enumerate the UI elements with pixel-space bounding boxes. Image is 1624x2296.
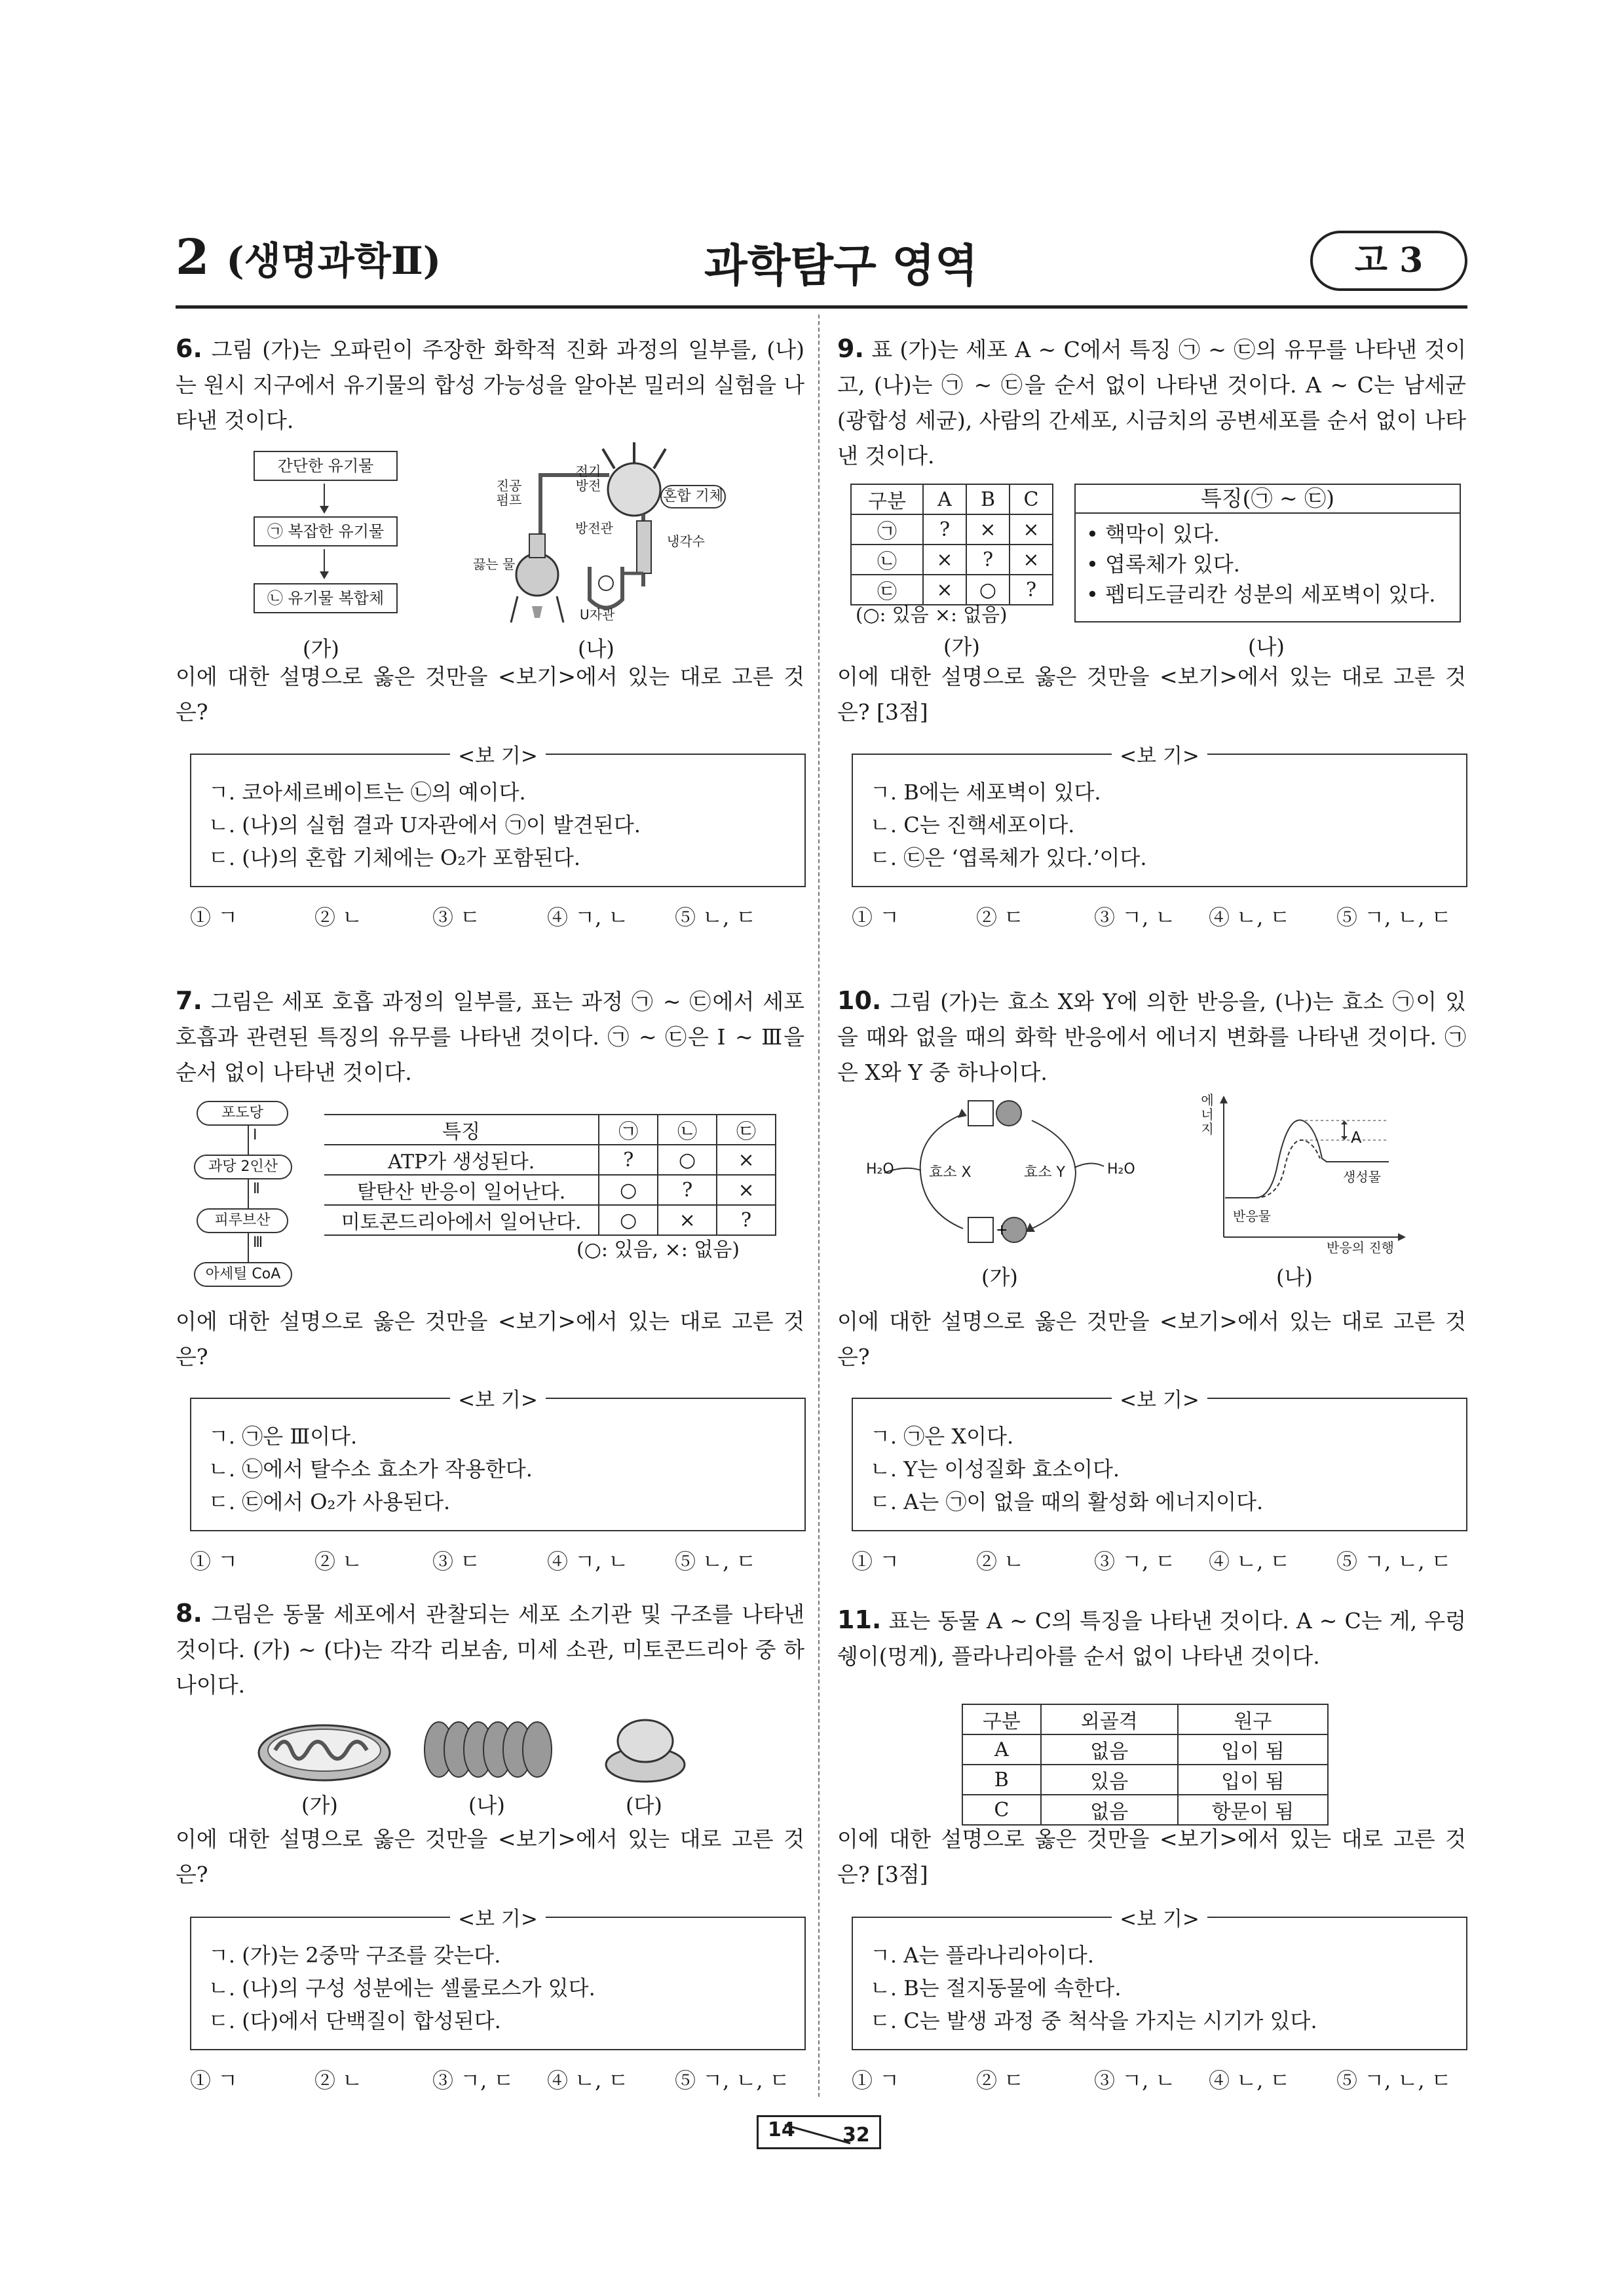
bogi-title: <보 기> bbox=[1112, 1907, 1207, 1931]
label-h2o-left: H₂O bbox=[866, 1161, 894, 1177]
question-9-bogi bbox=[852, 744, 1467, 887]
table-cell: ○ bbox=[599, 1175, 658, 1205]
table-cell: 없음 bbox=[1041, 1795, 1178, 1825]
graph-xlabel: 반응의 진행 bbox=[1327, 1240, 1394, 1255]
question-8-text bbox=[176, 1596, 804, 1703]
table-cell: 항문이 됨 bbox=[1178, 1795, 1328, 1825]
question-8-caption-c: (다) bbox=[626, 1793, 662, 1818]
bogi-item: ㄱ. A는 플라나리아이다. bbox=[870, 1943, 1095, 1968]
question-8-prompt: 이에 대한 설명으로 옳은 것만을 <보기>에서 있는 대로 고른 것은? bbox=[176, 1826, 804, 1887]
header-page-number: 2 bbox=[176, 229, 210, 286]
answer-choice[interactable]: ⑤ ㄴ, ㄷ bbox=[675, 905, 757, 930]
answer-choice[interactable]: ⑤ ㄴ, ㄷ bbox=[675, 1549, 757, 1574]
question-7 bbox=[176, 983, 804, 1090]
bogi-border-right bbox=[546, 754, 804, 755]
question-8 bbox=[176, 1596, 804, 1703]
table-row bbox=[324, 1205, 776, 1235]
feature-item: • 엽록체가 있다. bbox=[1086, 552, 1240, 577]
table-header-cell: B bbox=[966, 484, 1010, 514]
label-enzyme-x: 효소 X bbox=[929, 1164, 972, 1181]
graph-label-a: A bbox=[1351, 1128, 1362, 1147]
label-h2o-right: H₂O bbox=[1107, 1161, 1135, 1177]
microtubule-image bbox=[419, 1717, 563, 1782]
table-cell: 미토콘드리아에서 일어난다. bbox=[324, 1205, 599, 1235]
question-7-choices bbox=[190, 1545, 819, 1574]
pathway-glucose: 포도당 bbox=[197, 1101, 288, 1126]
bogi-item: ㄴ. Y는 이성질화 효소이다. bbox=[870, 1457, 1120, 1482]
bogi-border-left bbox=[853, 754, 1112, 755]
question-6-prompt: 이에 대한 설명으로 옳은 것만을 <보기>에서 있는 대로 고른 것은? bbox=[176, 664, 804, 725]
table-cell: × bbox=[1010, 545, 1053, 575]
table-cell: 입이 됨 bbox=[1178, 1765, 1328, 1795]
table-cell: C bbox=[962, 1795, 1041, 1825]
bogi-item: ㄷ. ㉢은 ‘엽록체가 있다.’이다. bbox=[870, 845, 1147, 870]
question-8-stem: 그림은 동물 세포에서 관찰되는 세포 소기관 및 구조를 나타낸 것이다. (가) ~ (다)는 각각 리보솜, 미세 소관, 미토콘드리아 중 하나이다. bbox=[176, 1601, 804, 1698]
pathway-arrow-2 bbox=[248, 1179, 249, 1208]
answer-choice[interactable]: ① ㄱ bbox=[852, 1549, 900, 1574]
bogi-border-right bbox=[1207, 1398, 1466, 1399]
label-enzyme-y: 효소 Y bbox=[1024, 1164, 1065, 1181]
answer-choice[interactable]: ③ ㄷ bbox=[432, 905, 481, 930]
question-6-bogi bbox=[190, 744, 806, 887]
answer-choice[interactable]: ③ ㄱ, ㄷ bbox=[432, 2068, 514, 2093]
bogi-border-right bbox=[546, 1917, 804, 1918]
page-number-box bbox=[757, 2115, 881, 2149]
question-10-caption-b: (나) bbox=[1276, 1265, 1313, 1290]
page-title: 과학탐구 영역 bbox=[704, 240, 978, 292]
pathway-pyruvate: 피루브산 bbox=[197, 1208, 288, 1233]
table-cell: × bbox=[923, 575, 966, 605]
question-10-text bbox=[837, 983, 1466, 1090]
table-cell: ? bbox=[1010, 575, 1053, 605]
table-cell: ㉡ bbox=[851, 545, 923, 575]
question-11-bogi bbox=[852, 1907, 1467, 2050]
answer-choice[interactable]: ③ ㄱ, ㄴ bbox=[1094, 2068, 1176, 2093]
page-header-subject bbox=[176, 229, 441, 286]
table-header-cell: ㉠ bbox=[599, 1115, 658, 1145]
bogi-item: ㄴ. (나)의 실험 결과 U자관에서 ㉠이 발견된다. bbox=[208, 813, 641, 837]
question-11-number: 11. bbox=[837, 1605, 882, 1634]
flow-box-simple-organic: 간단한 유기물 bbox=[254, 451, 398, 481]
question-9-text bbox=[837, 331, 1466, 474]
question-10-number: 10. bbox=[837, 986, 882, 1015]
grade-badge: 고 3 bbox=[1310, 231, 1467, 291]
table-cell: × bbox=[1010, 514, 1053, 545]
bogi-border-left bbox=[191, 1917, 450, 1918]
bogi-item: ㄴ. C는 진핵세포이다. bbox=[870, 813, 1075, 837]
question-9-number: 9. bbox=[837, 334, 864, 363]
answer-choice[interactable]: ② ㄴ bbox=[976, 1549, 1025, 1574]
answer-choice[interactable]: ④ ㄴ, ㄷ bbox=[547, 2068, 629, 2093]
answer-choice[interactable]: ④ ㄱ, ㄴ bbox=[547, 905, 629, 930]
question-9-features-box bbox=[1074, 484, 1461, 622]
answer-choice[interactable]: ① ㄱ bbox=[852, 905, 900, 930]
table-cell: ㉠ bbox=[851, 514, 923, 545]
table-header-cell: 외골격 bbox=[1041, 1704, 1178, 1734]
pathway-acetyl-coa: 아세틸 CoA bbox=[194, 1262, 292, 1287]
question-8-caption-b: (나) bbox=[468, 1793, 505, 1818]
table-cell: ATP가 생성된다. bbox=[324, 1145, 599, 1175]
page-total: 32 bbox=[842, 2124, 870, 2147]
question-11-table bbox=[962, 1704, 1329, 1826]
question-11-prompt: 이에 대한 설명으로 옳은 것만을 <보기>에서 있는 대로 고른 것은? [3점] bbox=[837, 1826, 1466, 1887]
flow-arrow-2 bbox=[314, 548, 334, 581]
bogi-border-right bbox=[1207, 754, 1466, 755]
bogi-item: ㄷ. (나)의 혼합 기체에는 O₂가 포함된다. bbox=[208, 845, 581, 870]
question-7-number: 7. bbox=[176, 986, 202, 1015]
bogi-border-right bbox=[1207, 1917, 1466, 1918]
question-7-stem: 그림은 세포 호흡 과정의 일부를, 표는 과정 ㉠ ~ ㉢에서 세포 호흡과 관련된 특징의 유무를 나타낸 것이다. ㉠ ~ ㉢은 Ⅰ ~ Ⅲ을 순서 없이 나타낸 것이다. bbox=[176, 989, 804, 1085]
answer-choice[interactable]: ① ㄱ bbox=[190, 905, 238, 930]
ribosome-image bbox=[599, 1713, 691, 1786]
pathway-step-3: Ⅲ bbox=[253, 1234, 263, 1251]
question-8-choices bbox=[190, 2064, 819, 2093]
bogi-title: <보 기> bbox=[450, 1907, 546, 1931]
table-cell: ? bbox=[966, 545, 1010, 575]
question-11 bbox=[837, 1602, 1466, 1674]
bogi-title: <보 기> bbox=[450, 744, 546, 768]
question-9 bbox=[837, 331, 1466, 474]
bogi-title: <보 기> bbox=[450, 1388, 546, 1412]
answer-choice[interactable]: ① ㄱ bbox=[852, 2068, 900, 2093]
question-7-legend: (○: 있음, ×: 없음) bbox=[576, 1238, 740, 1261]
label-boiling-water: 끓는 물 bbox=[473, 556, 516, 572]
answer-choice[interactable]: ② ㄴ bbox=[314, 1549, 363, 1574]
table-cell: 입이 됨 bbox=[1178, 1734, 1328, 1765]
question-7-table bbox=[324, 1114, 776, 1236]
question-10-caption-a: (가) bbox=[981, 1265, 1018, 1290]
question-7-bogi bbox=[190, 1388, 806, 1531]
question-9-caption-a: (가) bbox=[943, 634, 980, 659]
answer-choice[interactable]: ① ㄱ bbox=[190, 1549, 238, 1574]
question-10 bbox=[837, 983, 1466, 1090]
table-header-cell: 구분 bbox=[962, 1704, 1041, 1734]
flow-box-organic-complex: ㉡ 유기물 복합체 bbox=[254, 583, 398, 613]
table-cell: 있음 bbox=[1041, 1765, 1178, 1795]
flow-box-complex-organic: ㉠ 복잡한 유기물 bbox=[254, 516, 398, 546]
table-row bbox=[962, 1795, 1328, 1825]
label-vacuum-pump: 진공 펌프 bbox=[496, 478, 522, 508]
table-header-cell: C bbox=[1010, 484, 1053, 514]
svg-text:+: + bbox=[996, 1222, 1008, 1238]
question-9-table bbox=[850, 484, 1053, 605]
question-6-caption-b: (나) bbox=[578, 636, 614, 661]
flow-arrow-1 bbox=[314, 482, 334, 515]
table-cell: 없음 bbox=[1041, 1734, 1178, 1765]
label-u-tube: U자관 bbox=[580, 607, 615, 622]
bogi-item: ㄱ. (가)는 2중막 구조를 갖는다. bbox=[208, 1943, 501, 1968]
table-row bbox=[962, 1734, 1328, 1765]
bogi-item: ㄷ. C는 발생 과정 중 척삭을 가지는 시기가 있다. bbox=[870, 2008, 1317, 2033]
table-cell: × bbox=[966, 514, 1010, 545]
answer-choice[interactable]: ⑤ ㄱ, ㄴ, ㄷ bbox=[1336, 2068, 1452, 2093]
table-header-cell: ㉡ bbox=[658, 1115, 717, 1145]
question-6-caption-a: (가) bbox=[303, 636, 339, 661]
features-title: 특징(㉠ ~ ㉢) bbox=[1076, 485, 1460, 514]
bogi-border-right bbox=[546, 1398, 804, 1399]
bogi-item: ㄱ. 코아세르베이트는 ㉡의 예이다. bbox=[208, 780, 526, 805]
bogi-item: ㄱ. B에는 세포벽이 있다. bbox=[870, 780, 1101, 805]
label-discharge-tube: 방전관 bbox=[575, 520, 613, 536]
question-8-number: 8. bbox=[176, 1599, 202, 1628]
bogi-title: <보 기> bbox=[1112, 744, 1207, 768]
answer-choice[interactable]: ③ ㄷ bbox=[432, 1549, 481, 1574]
question-9-stem: 표 (가)는 세포 A ~ C에서 특징 ㉠ ~ ㉢의 유무를 나타낸 것이고, (나)는 ㉠ ~ ㉢을 순서 없이 나타낸 것이다. A ~ C는 남세균(광합성 세균), 사람의 간세포, 시금치의 공변세포를 순서 없이 나타낸 것이다. bbox=[837, 337, 1466, 469]
answer-choice[interactable]: ① ㄱ bbox=[190, 2068, 238, 2093]
pathway-step-2: Ⅱ bbox=[253, 1181, 260, 1197]
table-cell: A bbox=[962, 1734, 1041, 1765]
header-rule bbox=[176, 305, 1467, 309]
question-6-choices bbox=[190, 901, 819, 930]
bogi-item: ㄴ. B는 절지동물에 속한다. bbox=[870, 1976, 1122, 2000]
table-header-cell: ㉢ bbox=[717, 1115, 776, 1145]
bogi-border-left bbox=[191, 754, 450, 755]
answer-choice[interactable]: ④ ㄴ, ㄷ bbox=[1209, 1549, 1291, 1574]
page-current: 14 bbox=[768, 2118, 795, 2141]
table-header-cell: 원구 bbox=[1178, 1704, 1328, 1734]
question-6-stem: 그림 (가)는 오파린이 주장한 화학적 진화 과정의 일부를, (나)는 원시 지구에서 유기물의 합성 가능성을 알아본 밀러의 실험을 나타낸 것이다. bbox=[176, 337, 804, 433]
pathway-fructose-bisphosphate: 과당 2인산 bbox=[194, 1155, 292, 1179]
answer-choice[interactable]: ④ ㄴ, ㄷ bbox=[1209, 2068, 1291, 2093]
table-cell: × bbox=[658, 1205, 717, 1235]
question-10-bogi bbox=[852, 1388, 1467, 1531]
question-9-prompt: 이에 대한 설명으로 옳은 것만을 <보기>에서 있는 대로 고른 것은? [3점] bbox=[837, 664, 1466, 725]
table-cell: ? bbox=[599, 1145, 658, 1175]
question-10-stem: 그림 (가)는 효소 X와 Y에 의한 반응을, (나)는 효소 ㉠이 있을 때와 없을 때의 화학 반응에서 에너지 변화를 나타낸 것이다. ㉠은 X와 Y 중 하나이다. bbox=[837, 989, 1466, 1085]
answer-choice[interactable]: ② ㄴ bbox=[314, 2068, 363, 2093]
answer-choice[interactable]: ⑤ ㄱ, ㄴ, ㄷ bbox=[1336, 905, 1452, 930]
table-row bbox=[324, 1145, 776, 1175]
label-mixed-gas: 혼합 기체 bbox=[660, 485, 726, 508]
table-cell: ○ bbox=[658, 1145, 717, 1175]
answer-choice[interactable]: ② ㄷ bbox=[976, 2068, 1025, 2093]
pathway-arrow-1 bbox=[248, 1126, 249, 1155]
question-6-text bbox=[176, 331, 804, 438]
question-10-choices bbox=[852, 1545, 1481, 1574]
feature-item: • 핵막이 있다. bbox=[1086, 522, 1220, 546]
mitochondrion-image bbox=[255, 1713, 393, 1786]
question-11-choices bbox=[852, 2064, 1481, 2093]
answer-choice[interactable]: ④ ㄱ, ㄴ bbox=[547, 1549, 629, 1574]
question-10-prompt: 이에 대한 설명으로 옳은 것만을 <보기>에서 있는 대로 고른 것은? bbox=[837, 1309, 1466, 1369]
label-cooling-water: 냉각수 bbox=[667, 533, 705, 549]
bogi-item: ㄴ. (나)의 구성 성분에는 셀룰로스가 있다. bbox=[208, 1976, 595, 2000]
answer-choice[interactable]: ② ㄷ bbox=[976, 905, 1025, 930]
graph-label-product: 생성물 bbox=[1343, 1169, 1381, 1185]
bogi-border-left bbox=[191, 1398, 450, 1399]
table-cell: ? bbox=[658, 1175, 717, 1205]
question-9-caption-b: (나) bbox=[1248, 634, 1285, 659]
column-divider bbox=[818, 315, 820, 2097]
answer-choice[interactable]: ⑤ ㄱ, ㄴ, ㄷ bbox=[1336, 1549, 1452, 1574]
answer-choice[interactable]: ③ ㄱ, ㄴ bbox=[1094, 905, 1176, 930]
table-header-cell: 특징 bbox=[324, 1115, 599, 1145]
bogi-item: ㄱ. ㉠은 X이다. bbox=[870, 1424, 1014, 1449]
feature-item: • 펩티도글리칸 성분의 세포벽이 있다. bbox=[1086, 582, 1436, 607]
question-6 bbox=[176, 331, 804, 438]
table-cell: ○ bbox=[966, 575, 1010, 605]
question-11-text bbox=[837, 1602, 1466, 1674]
table-row bbox=[324, 1175, 776, 1205]
graph-ylabel: 에너지 bbox=[1201, 1092, 1214, 1137]
table-header-cell: 구분 bbox=[851, 484, 923, 514]
graph-label-reactant: 반응물 bbox=[1233, 1208, 1271, 1224]
question-11-stem: 표는 동물 A ~ C의 특징을 나타낸 것이다. A ~ C는 게, 우렁쉥이(멍게), 플라나리아를 순서 없이 나타낸 것이다. bbox=[837, 1608, 1466, 1669]
bogi-item: ㄴ. ㉡에서 탈수소 효소가 작용한다. bbox=[208, 1457, 533, 1482]
question-7-prompt: 이에 대한 설명으로 옳은 것만을 <보기>에서 있는 대로 고른 것은? bbox=[176, 1309, 804, 1369]
pathway-step-1: Ⅰ bbox=[253, 1127, 257, 1143]
table-cell: ? bbox=[923, 514, 966, 545]
bogi-item: ㄷ. ㉢에서 O₂가 사용된다. bbox=[208, 1489, 451, 1514]
table-header-cell: A bbox=[923, 484, 966, 514]
table-cell: B bbox=[962, 1765, 1041, 1795]
table-cell: ㉢ bbox=[851, 575, 923, 605]
question-7-text bbox=[176, 983, 804, 1090]
question-8-bogi bbox=[190, 1907, 806, 2050]
table-cell: 탈탄산 반응이 일어난다. bbox=[324, 1175, 599, 1205]
bogi-item: ㄷ. (다)에서 단백질이 합성된다. bbox=[208, 2008, 501, 2033]
header-subject: (생명과학Ⅱ) bbox=[226, 239, 442, 283]
bogi-item: ㄷ. A는 ㉠이 없을 때의 활성화 에너지이다. bbox=[870, 1489, 1264, 1514]
bogi-title: <보 기> bbox=[1112, 1388, 1207, 1412]
table-cell: ? bbox=[717, 1205, 776, 1235]
answer-choice[interactable]: ② ㄴ bbox=[314, 905, 363, 930]
table-cell: × bbox=[717, 1145, 776, 1175]
question-6-number: 6. bbox=[176, 334, 202, 363]
bogi-item: ㄱ. ㉠은 Ⅲ이다. bbox=[208, 1424, 358, 1449]
question-9-legend: (○: 있음 ×: 없음) bbox=[856, 603, 1008, 626]
table-cell: ○ bbox=[599, 1205, 658, 1235]
bogi-border-left bbox=[853, 1917, 1112, 1918]
answer-choice[interactable]: ⑤ ㄱ, ㄴ, ㄷ bbox=[675, 2068, 790, 2093]
bogi-border-left bbox=[853, 1398, 1112, 1399]
label-electric-discharge: 전기 방전 bbox=[575, 463, 601, 493]
table-row bbox=[851, 514, 1053, 545]
answer-choice[interactable]: ③ ㄱ, ㄷ bbox=[1094, 1549, 1176, 1574]
question-9-choices bbox=[852, 901, 1481, 930]
pathway-arrow-3 bbox=[248, 1233, 249, 1262]
answer-choice[interactable]: ④ ㄴ, ㄷ bbox=[1209, 905, 1291, 930]
table-row bbox=[851, 545, 1053, 575]
table-cell: × bbox=[717, 1175, 776, 1205]
table-cell: × bbox=[923, 545, 966, 575]
table-row bbox=[962, 1765, 1328, 1795]
question-8-caption-a: (가) bbox=[301, 1793, 338, 1818]
